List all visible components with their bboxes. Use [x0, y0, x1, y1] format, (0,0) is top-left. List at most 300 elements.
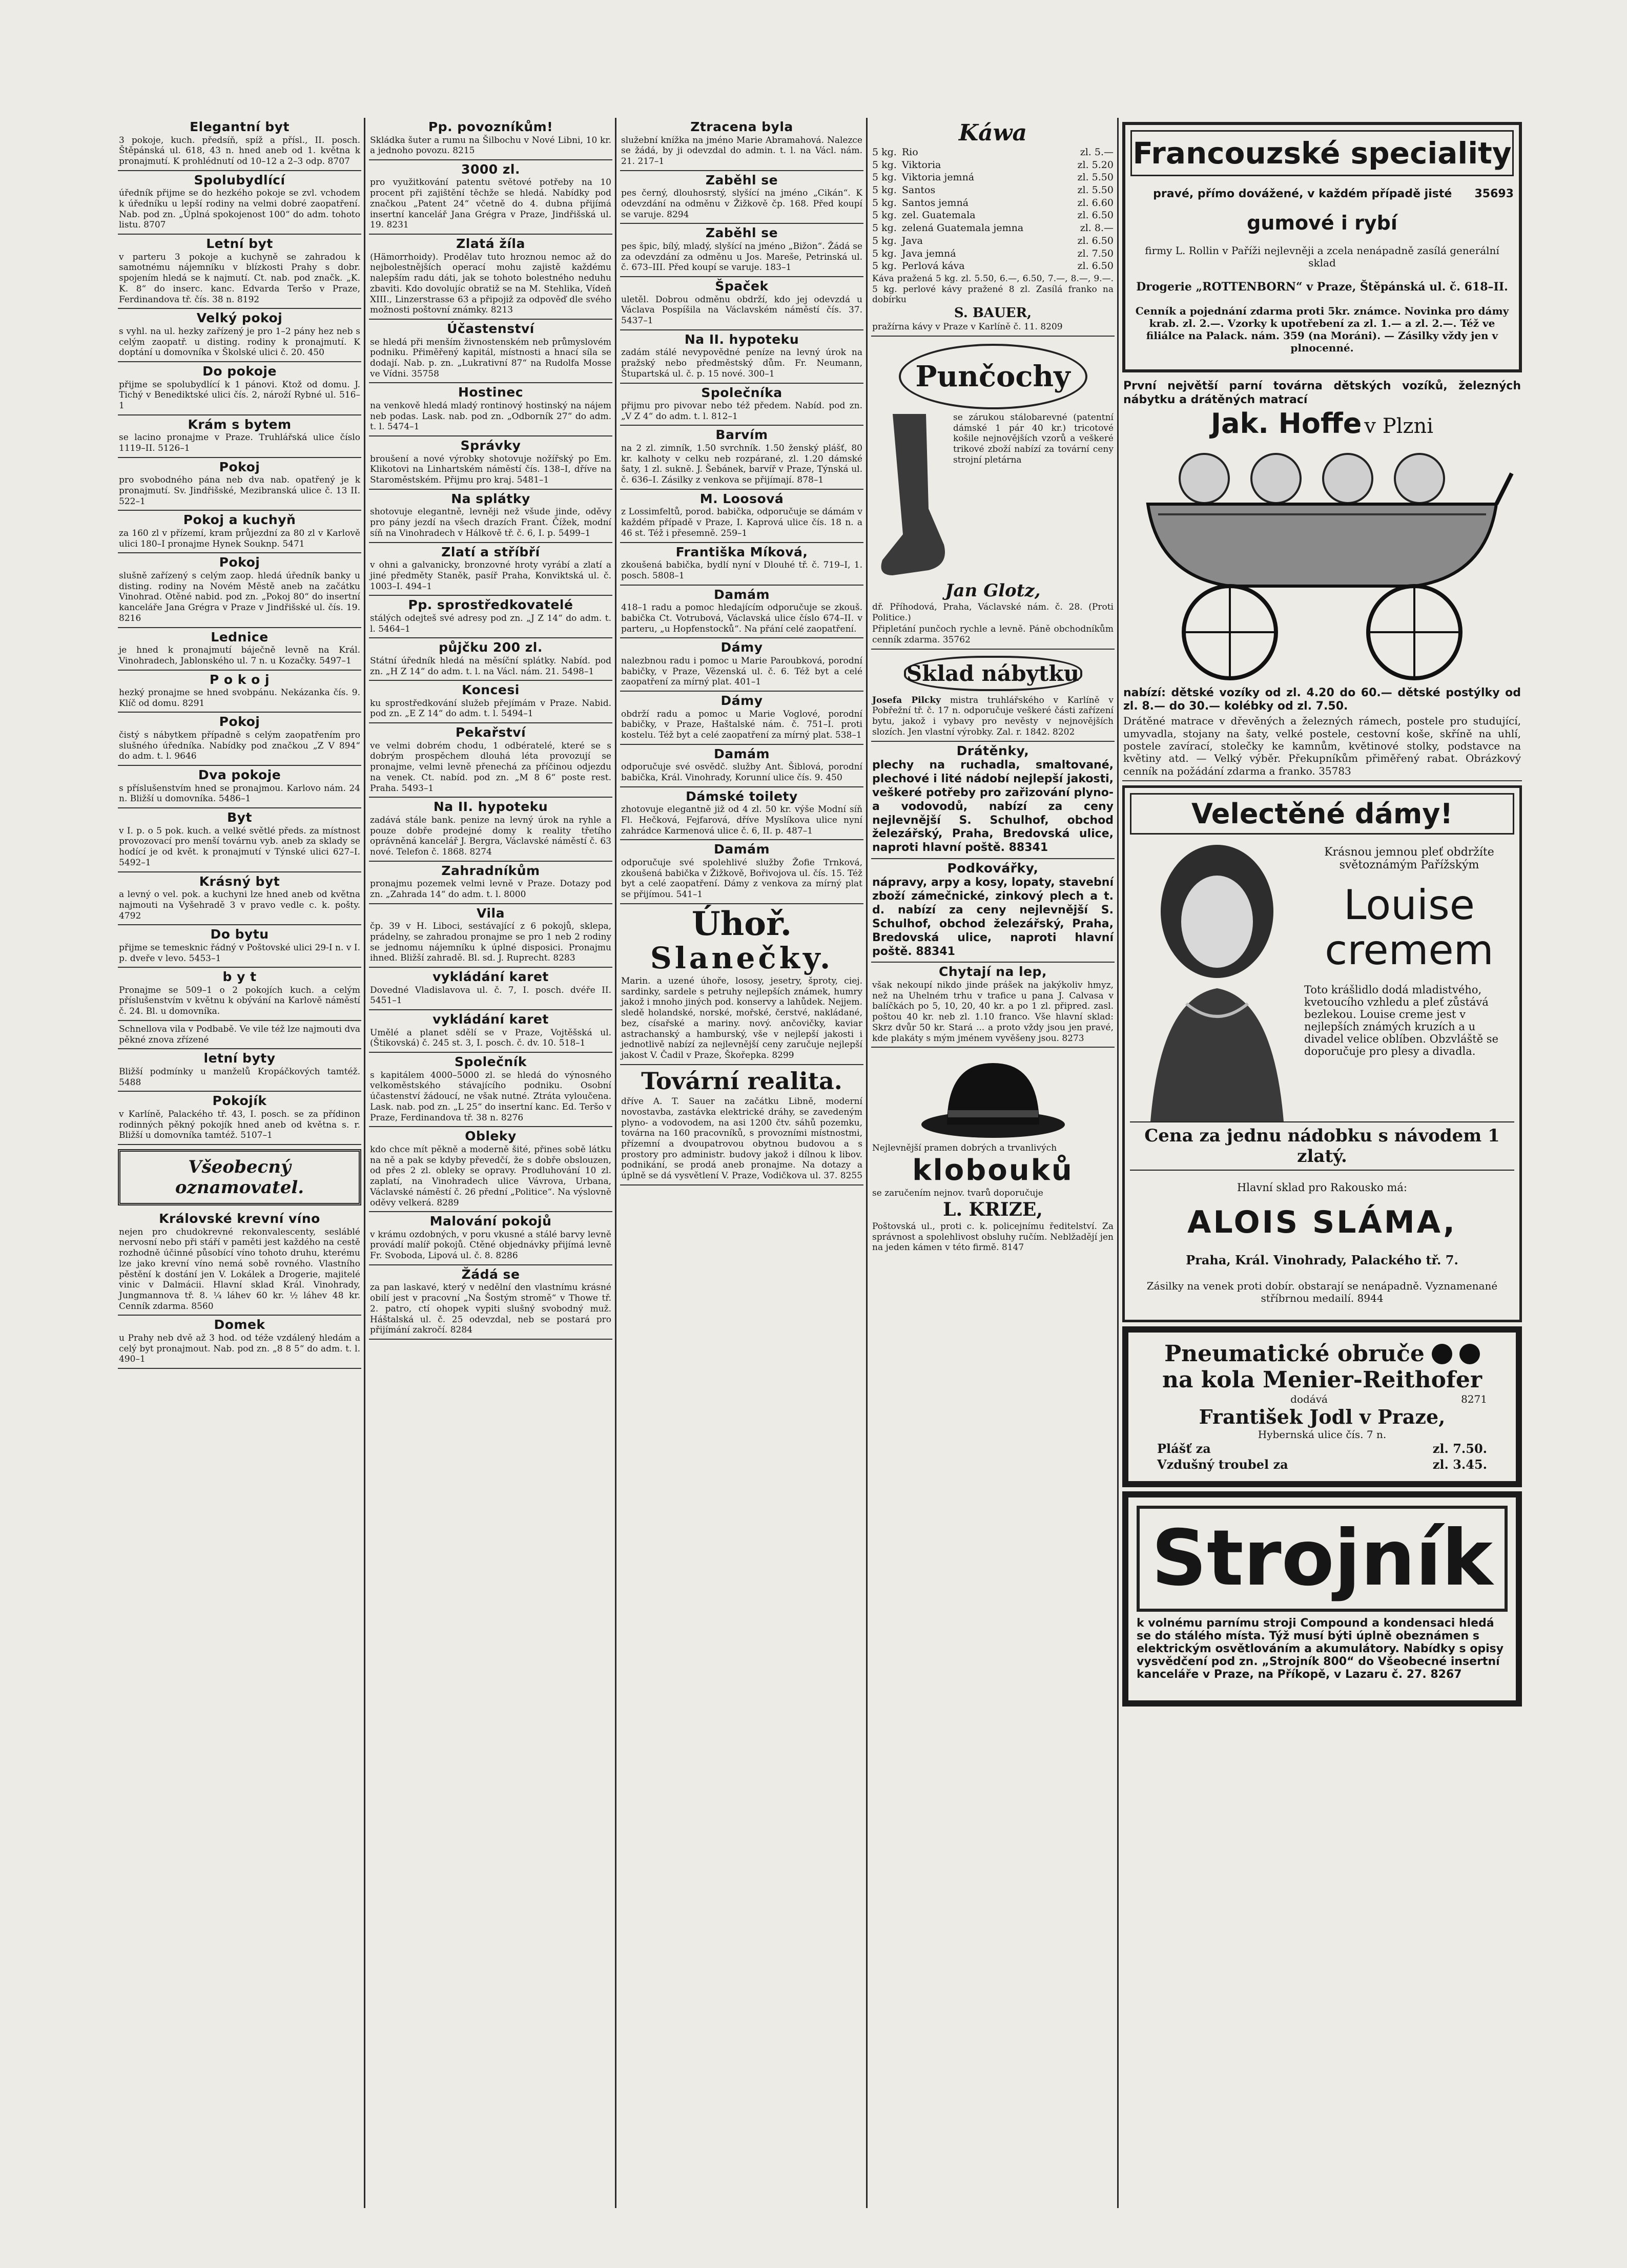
- classified-ad-heading: Spolubydlící: [194, 172, 285, 188]
- classified-ad: [620, 171, 863, 224]
- coffee-text: Káva pražená 5 kg. zl. 5.50, 6.—, 6.50, 7.—, 8.—, 9.—. 5 kg. perlové kávy pražené 8 zl. Zasílá franko na dobírku: [872, 273, 1114, 305]
- classified-ad-heading: Špaček: [715, 279, 769, 294]
- classified-ad-text: (Hämorrhoidy). Prodělav tuto hroznou nemoc až do nejbolestnějších operací mohu zajistě každému nalepším radu dáti, jak se tohoto bolestného neduhu zbaviti. Kdo dovolujíc obratiž se na M. Stehlika, Vídeň XIII., Linzerstrasse 63 a připojiž za odpověď dle svého možnosti poštovní známky. 8213: [370, 252, 611, 316]
- coffee-title: Káwa: [958, 120, 1027, 146]
- general-advertiser-box: [118, 1149, 361, 1205]
- eel-title: Úhoř.: [691, 904, 792, 943]
- classified-ad-text: v Karlíně, Palackého tř. 43, I. posch. se za přídinon rodinných pěkný pokojík hned aneb od května s. r. Bližší u domovníka tamtéž. 5107–1: [119, 1109, 360, 1141]
- classified-ad-text: pronajmu pozemek velmi levně v Praze. Dotazy pod zn. „Zahrada 14“ do adm. t. l. 8000: [370, 879, 611, 900]
- coffee-price-row: [872, 209, 1114, 222]
- classified-ad-text: čistý s nábytkem případně s celým zaopatřením pro slušného úředníka. Nabídky pod značkou „Z V 894“ do adm. t. l. 9646: [119, 730, 360, 762]
- classified-ad-heading: P o k o j: [209, 672, 270, 687]
- stockings-address: dř. Příhodová, Praha, Václavské nám. č. 28. (Proti Politice.): [872, 601, 1114, 623]
- classified-ad: [118, 671, 361, 713]
- column-rule: [364, 118, 365, 2208]
- coffee-price: zl. 5.—: [1080, 147, 1114, 158]
- classified-ad-text: odporučuje své spolehlivé služby Žofie Trnková, zkoušená babička v Žižkově, Bořivojova ul. čís. 15. Též byt a celé zaopatření. Dámy z venkova za mírný plat se přijímou. 541–1: [621, 857, 862, 900]
- classified-ad-text: stálých odejteš své adresy pod zn. „J Z 14“ do adm. t. l. 5464–1: [370, 613, 611, 634]
- machinist-text: k volnému parnímu stroji Compound a kondensaci hledá se do stálého místa. Týž musí býti úplně obeznámen s elektrickým osvětlováním a akumulátory. Nabídky s opisy vysvědčení pod zn. „Strojník 800“ do Všeobecné insertní kanceláře v Praze, na Příkopě, v Lazaru č. 27. 8267: [1137, 1616, 1504, 1681]
- classified-ad-heading: Elegantní byt: [190, 119, 290, 134]
- coffee-variety: Java jemná: [901, 247, 956, 259]
- coffee-price: zl. 5.50: [1077, 172, 1114, 183]
- classified-ad-heading: Damám: [713, 842, 770, 857]
- classified-ad-text: hezký pronajme se hned svobpánu. Nekázanka čís. 9. Klíč od domu. 8291: [119, 688, 360, 709]
- furniture-title: Sklad nábytku: [906, 660, 1080, 686]
- louise-firm: ALOIS SLÁMA,: [1187, 1204, 1457, 1241]
- wire-goods-ad: [871, 742, 1115, 859]
- classified-ad-heading: Pokoj: [219, 459, 260, 474]
- classified-ad-heading: Na II. hypoteku: [433, 799, 548, 815]
- classified-ad-text: u Prahy neb dvě až 3 hod. od téže vzdálený hledám a celý byt pronajmout. Nab. pod zn. „8 8 5“ do adm. t. l. 490–1: [119, 1333, 360, 1365]
- tyre-ad: [1122, 1326, 1522, 1487]
- coffee-price-row: [872, 159, 1114, 172]
- classified-ad-text: obdrží radu a pomoc u Marie Voglové, porodní babičky, v Praze, Haštalské nám. č. 751–I. proti kostelu. Též byt a celé zaopatření za mírný plat. 538–1: [621, 709, 862, 740]
- classified-ad-heading: Krám s bytem: [188, 417, 292, 432]
- classified-ad-heading: Zaběhl se: [705, 172, 778, 188]
- herring-title: Slanečky.: [650, 941, 834, 976]
- classified-ad: [369, 383, 612, 436]
- classified-ad: [620, 745, 863, 787]
- classified-ad: [369, 235, 612, 320]
- stockings-text-2: Připletání punčoch rychle a levně. Páně obchodníkům cenník zdarma. 35762: [872, 624, 1114, 646]
- coffee-variety: zel. Guatemala: [901, 210, 976, 221]
- classified-ad: [620, 840, 863, 904]
- coffee-weight: 5 kg.: [872, 184, 897, 196]
- classified-ad-text: ku sprostředkování služeb přejímám v Praze. Nabid. pod zn. „E Z 14“ do adm. t. l. 5494–1: [370, 698, 611, 719]
- tyre-number: 8271: [1461, 1393, 1487, 1406]
- french-subtitle: gumové i rybí: [1247, 212, 1397, 234]
- box-line-2: oznamovatel.: [175, 1177, 304, 1198]
- classified-ad: [369, 490, 612, 543]
- classified-ad: [369, 1053, 612, 1127]
- coffee-price-row: [872, 260, 1114, 273]
- classified-list: [118, 1210, 361, 1369]
- column-1: [118, 118, 361, 2208]
- classified-ad: [369, 543, 612, 596]
- classified-ad: [118, 628, 361, 671]
- classified-ad: [369, 1010, 612, 1053]
- classified-ad-heading: Společník: [455, 1054, 527, 1070]
- classified-ad: [118, 808, 361, 872]
- classified-ad-heading: Účastenství: [447, 321, 534, 337]
- classified-ad-heading: Malování pokojů: [429, 1214, 552, 1229]
- classified-ad: [620, 118, 863, 171]
- classified-ad: [620, 426, 863, 489]
- coffee-firm: S. BAUER,: [954, 305, 1032, 321]
- classified-ad-text: pes špic, bílý, mladý, slyšící na jméno „Bižon“. Žádá se za odevzdání za odměnu u Jos. Mareše, Petrinská ul. č. 673–III. Před koupí se varuje. 183–1: [621, 241, 862, 273]
- hat-text-2: se zaručením nejnov. tvarů doporučuje: [872, 1188, 1043, 1199]
- classified-ad: [118, 872, 361, 926]
- classified-ad-text: Pronajme se 509–1 o 2 pokojích kuch. a celým příslušenstvím v květnu k obývání na Karlově náměstí č. 24. Bl. u domovníka.: [119, 985, 360, 1017]
- classified-ad-text: nejen pro chudokrevné rekonvalescenty, sesláblé nervosní nebo při stáří v paměti jest každého na cestě rozhodně účinné působící víno tohoto druhu, kterému lze jako krevní víno nemá sobě rovného. Vlastního pěstění k dostání jen V. Lokálek a Drogerie, majitelé vinic v Dalmácii. Hlavní sklad Král. Vinohrady, Jungmannova tř. 8. ¼ láhev 60 kr. ½ láhev 48 kr. Cenník zdarma. 8560: [119, 1226, 360, 1312]
- classified-ad: [369, 160, 612, 235]
- coffee-price-row: [872, 184, 1114, 197]
- coffee-price: zl. 5.20: [1077, 159, 1114, 171]
- classified-ad-text: shotovuje elegantně, levněji než všude jinde, oděvy pro pány jezdí na všech drazích Frant. Čížek, modní síň na Vinohradech v Hálkově tř. č. 6, I. p. 5499–1: [370, 507, 611, 538]
- french-number: 35693: [1474, 188, 1514, 200]
- furniture-firm: Josefa Pilcky: [872, 695, 941, 705]
- classified-ad-heading: Krásný byt: [199, 873, 280, 889]
- coffee-weight: 5 kg.: [872, 222, 897, 234]
- classified-ad: [369, 1265, 612, 1340]
- classified-ad: [369, 1212, 612, 1265]
- classified-ad: [620, 330, 863, 384]
- classified-ad-text: přijme se temesknic řádný v Poštovské ulici 29-I n. v I. p. dveře v levo. 5453–1: [119, 942, 360, 964]
- classified-ad-text: zadává stále bank. penize na levný úrok na ryhle a pouze dobře prodejné domy k reality třetího oprávněná kancelář J. Bergra, Václavské náměstí č. 63 nové. Telefon č. 1868. 8274: [370, 815, 611, 858]
- pram-ad: [1122, 377, 1522, 781]
- louise-heading: Velectěné dámy!: [1130, 793, 1514, 835]
- classified-ad-heading: Pokoj: [219, 714, 260, 730]
- classified-ad-heading: Byt: [227, 810, 252, 825]
- classified-ad-text: je hned k pronajmutí báječně levně na Král. Vinohradech, Jablonského ul. 7 n. u Kozačky. 5497–1: [119, 645, 360, 666]
- classified-ad-text: Státní úředník hledá na měsíční splátky. Nabíd. pod zn. „H Z 14“ do adm. t. l. na Václ. nám. 21. 5498–1: [370, 655, 611, 677]
- classified-list: [620, 118, 863, 904]
- stockings-ad: [871, 337, 1115, 650]
- classified-ad: [118, 362, 361, 415]
- classified-list: [118, 118, 361, 1145]
- horseshoe-text: nápravy, arpy a kosy, lopaty, stavební zboží zámečnické, zinkový plech a t. d. nabízí za ceny nejlevnější S. Schulhof, obchod železářský, Praha, Bredovská ulice, naproti hlavní poště. 88341: [872, 876, 1114, 958]
- classified-ad: [118, 171, 361, 235]
- classified-ad: [369, 723, 612, 798]
- classified-ad: [118, 1021, 361, 1049]
- coffee-weight: 5 kg.: [872, 210, 897, 221]
- box-line-1: Všeobecný: [188, 1157, 291, 1178]
- classified-ad-heading: Hostinec: [458, 385, 524, 400]
- classified-ad-text: s kapitálem 4000–5000 zl. se hledá do výnosného velkoměstského stávajícího podniku. Osobní účastenství žádoucí, ne však nutné. Ztráta vyloučena. Lask. nab. pod zn. „L 25“ do insertní kanc. Ed. Teršo v Praze, Ferdinandova tř. 38 n. 8276: [370, 1070, 611, 1123]
- classified-ad-text: Umělé a planet sdělí se v Praze, Vojtěšská ul. (Štikovská) č. 245 st. 3, I. posch. č. dv. 10. 518–1: [370, 1027, 611, 1049]
- french-text-4: Cenník a pojednání zdarma proti 5kr. známce. Novinka pro dámy krab. zl. 2.—. Vzorky k upotřebení za zl. 1.— a zl. 2.—. Též ve filiálce na Palack. nám. 359 (na Moráni). — Zásilky vždy jen v plnocenné.: [1135, 305, 1509, 354]
- classified-ad-heading: Barvím: [715, 427, 768, 443]
- classified-list: [369, 118, 612, 1340]
- coffee-weight: 5 kg.: [872, 260, 897, 272]
- pram-firm: Jak. Hoffe: [1210, 407, 1362, 440]
- machinist-ad: [1122, 1491, 1522, 1707]
- louise-price: Cena za jednu nádobku s návodem 1 zlatý.: [1130, 1121, 1514, 1171]
- realty-title: Tovární realita.: [641, 1067, 842, 1095]
- stockings-oval: [899, 344, 1087, 409]
- classified-ad-heading: Královské krevní víno: [159, 1211, 320, 1226]
- tyre-price-1: zl. 7.50.: [1432, 1441, 1487, 1456]
- tyre-price-label-1: Plášť za: [1157, 1441, 1211, 1456]
- insect-powder-ad: [871, 963, 1115, 1048]
- tyre-title-2: na kola Menier-Reithofer: [1162, 1367, 1482, 1393]
- classified-ad-text: z Lossimfeltů, porod. babička, odporučuje se dámám v každém případě v Praze, I. Kaprová ulice čís. 18 n. a 46 st. Též i přesemně. 259–1: [621, 507, 862, 538]
- louise-text: Krásnou jemnou pleť obdržíte světoznámým Pařížským: [1324, 846, 1494, 872]
- coffee-price: zl. 6.50: [1077, 210, 1114, 221]
- classified-ad-heading: Na splátky: [451, 491, 530, 506]
- classified-ad: [118, 309, 361, 362]
- classified-ad-heading: Damám: [713, 587, 770, 602]
- classified-ad-text: úředník přijme se do hezkého pokoje se zvl. vchodem k úředníku u lepší rodiny na velmi dobré zaopatření. Nab. pod zn. „Úplná spokojenost 100“ do adm. tohoto listu. 8707: [119, 188, 360, 231]
- coffee-variety: zelená Guatemala jemna: [901, 222, 1024, 234]
- classified-ad: [369, 862, 612, 904]
- classified-ad-heading: Dámy: [720, 693, 763, 708]
- column-3: [620, 118, 863, 2208]
- classified-ad-heading: Zlatí a stříbří: [441, 544, 540, 559]
- hat-text-3: Poštovská ul., proti c. k. policejnímu ředitelství. Za správnost a spolehlivost obsluhy ručím. Neblžadějí jen na jeden kámen v této firmě. 8147: [872, 1221, 1114, 1253]
- classified-ad: [369, 1127, 612, 1212]
- pram-text-2: nabízí: dětské vozíky od zl. 4.20 do 60.— dětské postýlky od zl. 8.— do 30.— kolébky od zl. 7.50.: [1123, 686, 1521, 713]
- classified-ad: [118, 415, 361, 458]
- classified-ad: [369, 968, 612, 1010]
- classified-ad-heading: Zaběhl se: [705, 225, 778, 241]
- classified-ad-text: Dovedné Vladislavova ul. č. 7, I. posch. dvéře II. 5451–1: [370, 985, 611, 1006]
- classified-ad-text: na 2 zl. zimník, 1.50 svrchník. 1.50 ženský plášť, 80 kr. kalhoty v celku neb rozpárané, zl. 1.20 dámské šaty, 1 zl. sukně. J. Šebánek, barvíř v Praze, Týnská ul. č. 636–I. Zásilky z venkova se přijímají. 878–1: [621, 443, 862, 486]
- column-4: [871, 118, 1115, 2208]
- classified-ad-text: ve velmi dobrém chodu, 1 odbératelé, které se s dobrým prospěchem dlouhá léta provozují se pronajme, velmi levně přenechá za příčinou odjezdu na venek. Ct. nabíd. pod zn. „M 8 6“ poste rest. Praha. 5493–1: [370, 740, 611, 794]
- louise-creme-ad: [1122, 785, 1522, 1322]
- coffee-variety: Rio: [901, 147, 918, 158]
- classified-ad: [118, 713, 361, 766]
- coffee-price: zl. 6.60: [1077, 197, 1114, 209]
- classified-ad-heading: Lednice: [211, 629, 269, 644]
- coffee-weight: 5 kg.: [872, 197, 897, 209]
- classified-ad-text: a levný o vel. pok. a kuchyni lze hned aneb od května najmouti na Vyšehradě 3 v pravo vedle c. k. pošty. 4792: [119, 889, 360, 921]
- tyre-firm: František Jodl v Praze,: [1199, 1405, 1446, 1429]
- classified-ad-heading: Žádá se: [461, 1266, 520, 1282]
- classified-ad-heading: Do bytu: [210, 927, 269, 942]
- coffee-price-row: [872, 222, 1114, 235]
- classified-ad-text: pro využitkování patentu světové potřeby na 10 procent při zajištění těchže se hledá. Nabídky pod značkou „Patent 24“ včetně do 4. dubna přijímá insertní kancelář Jana Grégra v Praze, Jindřišská ul. 19. 8231: [370, 177, 611, 231]
- classified-ad: [620, 692, 863, 745]
- louise-text-2: Toto krášlidlo dodá mladistvého, kvetoucího vzhledu a pleť zůstává bezlekou. Louise creme jest v nejlepších známých kruzích a u divadel velice oblíben. Obzvláště se doporučuje pro plesy a divadla.: [1304, 984, 1499, 1058]
- louise-address: Praha, Král. Vinohrady, Palackého tř. 7.: [1186, 1253, 1458, 1268]
- classified-ad-heading: Letní byt: [206, 236, 273, 252]
- eel-text: Marin. a uzené úhoře, lososy, jesetry, šproty, ciej. sardinky, sardele s petruhy nejlepších známek, humry jakož i mnoho jiných pod. konservy a lahůdek. Nejjem. sledě holandské, norské, mořské, čerstvé, nakládané, bez, císařské a mariny. nový. ančovičky, kaviar astrachanský a hamburský, vše v nejlepší jakosti i jednotlivě nabízí za nejlevnější ceny zaručuje nejlepší jakost V. Čadil v Praze, Škořepka. 8299: [621, 976, 862, 1061]
- classified-ad-heading: Pokoj a kuchyň: [183, 512, 296, 528]
- classified-ad-heading: vykládání karet: [433, 1012, 549, 1027]
- classified-ad-heading: Koncesi: [462, 682, 520, 698]
- classified-ad: [620, 638, 863, 692]
- classified-ad: [118, 766, 361, 808]
- tyre-icon: [1459, 1344, 1480, 1364]
- coffee-price: zl. 5.50: [1077, 184, 1114, 196]
- classified-ad-heading: půjčku 200 zl.: [439, 640, 543, 655]
- classified-ad-text: zadám stálé nevypovědné peníze na levný úrok na pražský nebo předměstský dům. Fr. Neumann, Štupartská ul. č. p. 15 nové. 300–1: [621, 347, 862, 379]
- coffee-variety: Java: [901, 235, 923, 246]
- louise-big-1: Louise: [1344, 881, 1475, 929]
- coffee-price: zl. 6.50: [1077, 235, 1114, 246]
- classified-ad-heading: Pokojík: [212, 1093, 267, 1109]
- classified-ad: [620, 543, 863, 586]
- pram-text-1: První největší parní továrna dětských vozíků, železných nábytku a drátěných matrací: [1123, 380, 1521, 406]
- classified-ad-text: 418–1 radu a pomoc hledajícím odporučuje se zkouš. babička Ct. Votrubová, Václavská ulice číslo 674–II. v parteru, „u Hopfenstocků“. Na přání celé zaopatření.: [621, 602, 862, 634]
- bowler-hat-icon: [916, 1053, 1070, 1140]
- classified-ad: [118, 511, 361, 553]
- coffee-weight: 5 kg.: [872, 247, 897, 259]
- classified-ad-heading: Společníka: [701, 385, 782, 400]
- classified-ad: [620, 384, 863, 426]
- classified-ad-heading: Pp. sprostředkovatelé: [408, 597, 573, 613]
- louise-text-4: Zásilky na venek proti dobír. obstarají se nenápadně. Vyznamenané stříbrnou medailí. 8944: [1146, 1280, 1498, 1305]
- horseshoe-title: Podkovářky,: [947, 860, 1039, 876]
- classified-ad-heading: Do pokoje: [202, 364, 277, 379]
- woman-portrait: [1130, 835, 1299, 1121]
- louise-text-3: Hlavní sklad pro Rakousko má:: [1237, 1181, 1408, 1194]
- classified-ad-heading: M. Loosová: [699, 491, 784, 506]
- classified-ad-text: 3 pokoje, kuch. předsíň, spíž a přísl., II. posch. Štěpánská ul. 618, 43 n. hned aneb od 1. května k pronajmutí. K prohlédnutí od 10–12 a 2–3 odp. 8707: [119, 135, 360, 167]
- coffee-price-row: [872, 197, 1114, 210]
- coffee-price-row: [872, 235, 1114, 247]
- classified-ad-heading: Zlatá žíla: [456, 236, 525, 252]
- pram-illustration: [1127, 443, 1517, 683]
- classified-ad: [118, 1316, 361, 1369]
- classified-ad: [118, 235, 361, 309]
- classified-ad-text: na venkově hledá mladý rontinový hostinský na nájem neb podas. Lask. nab. pod zn. „Odborník 27“ do adm. t. l. 5474–1: [370, 400, 611, 432]
- coffee-price-table: [872, 146, 1114, 273]
- classified-ad-heading: Domek: [214, 1317, 265, 1333]
- classified-ad-text: přijme se spolubydlící k 1 pánovi. Ktož od domu. J. Tichý v Benediktské ulici čís. 2, nároží Rybné ul. 516–1: [119, 379, 360, 411]
- classified-ad-heading: Zahradníkům: [441, 863, 540, 878]
- classified-ad: [369, 320, 612, 383]
- column-rule: [1117, 118, 1119, 2208]
- tyre-address: Hybernská ulice čís. 7 n.: [1258, 1428, 1387, 1441]
- classified-ad-heading: Pokoj: [219, 555, 260, 570]
- classified-ad-text: broušení a nové výrobky shotovuje nožířský po Em. Klikotovi na Linhartském náměstí čís. 138–I, dříve na Staroměstském. Přijmu pro kraj. 5481–1: [370, 453, 611, 486]
- classified-ad: [118, 553, 361, 628]
- classified-ad-text: slušně zařízený s celým zaop. hledá úředník banky u disting. rodiny na Novém Městě aneb na začátku Vinohrad. Otěné nabid. pod zn. „Pokoj 80“ do insertní kanceláře Jana Grégra v Praze v Jindřišské ul. čís. 19. 8216: [119, 570, 360, 623]
- french-text-2: firmy L. Rollin v Paříži nejlevněji a zcela nenápadně zasílá generální sklad: [1145, 244, 1499, 269]
- classified-ad: [369, 118, 612, 160]
- furniture-oval: [904, 656, 1082, 691]
- classified-ad-heading: Správky: [460, 438, 521, 453]
- classified-ad-text: s vyhl. na ul. hezky zařízený je pro 1–2 pány hez neb s celým zaopatř. u disting. rodiny k pronajmutí. K doptání u domovníka v Školské ulici č. 20. 450: [119, 326, 360, 358]
- coffee-ad: [871, 118, 1115, 337]
- classified-ad-text: za pan laskavé, který v nedělní den vlastnímu krásné obilí jest v pracovní „Na Šostým stromě“ v Thowe tř. 2. patro, ctí ohopek vypiti slušný svobodný muž. Háštalská ul. č. 25 odevzdal, neb se postará pro přijímání zakročí. 8284: [370, 1282, 611, 1336]
- pram-text-3: Drátěné matrace v dřevěných a železných rámech, postele pro studující, umyvadla, stojany na šaty, velké postele, cestovní koše, skříně na uhlí, postele zavírací, stolečky ke kamnům, květinové stolky, podstavce na květiny atd. — Velký výběr. Překupníkům přiměřený rabat. Obrázkový cenník na požádání zdarma a franko. 35783: [1123, 715, 1521, 777]
- eel-ad: [620, 904, 863, 1065]
- factory-realty-ad: [620, 1065, 863, 1185]
- classified-ad-text: se lacino pronajme v Praze. Truhlářská ulice číslo 1119–II. 5126–1: [119, 432, 360, 453]
- classified-ad-text: nalezbnou radu i pomoc u Marie Paroubková, porodní babičky, v Praze, Vězenská ul. č. 6. Též byt a celé zaopatření za mírný plat. 401–1: [621, 655, 862, 688]
- coffee-weight: 5 kg.: [872, 159, 897, 171]
- classified-ad-text: služební knížka na jméno Marie Abramahová. Nalezce se žádá, by ji odevzdal do admin. t. l. na Václ. nám. 21. 217–1: [621, 135, 862, 167]
- classified-ad-heading: Dámy: [720, 640, 763, 655]
- tyre-price-label-2: Vzdušný troubel za: [1157, 1457, 1288, 1472]
- classified-ad: [369, 798, 612, 861]
- tyre-icon: [1432, 1344, 1452, 1364]
- classified-ad-heading: Damám: [713, 746, 770, 761]
- classified-ad-text: uletěl. Dobrou odměnu obdrží, kdo jej odevzdá u Václava Pospíšila na Václavském náměstí čís. 37. 5437–1: [621, 294, 862, 326]
- realty-text: dříve A. T. Sauer na začátku Libně, moderní novostavba, zastávka elektrické dráhy, se zavedeným plyno- a vodovodem, na asi 1200 čtv. sáhů pozemku, továrna na 160 pracovníků, s provozními místnostmi, přízemní a dvoupatrovou obytnou budovou a s prostory pro administr. budovy jakož i dílnou k libov. podnikání, se prodá aneb pronajme. Na dotazy a úplně se dá vysvětlení V. Praze, Vodičkova ul. 37. 8255: [621, 1096, 863, 1181]
- column-5: [1122, 118, 1522, 2208]
- classified-ad: [620, 586, 863, 639]
- classified-ad: [369, 638, 612, 681]
- classified-ad: [118, 925, 361, 968]
- coffee-price-row: [872, 247, 1114, 260]
- classified-ad-text: pes černý, dlouhosrstý, slyšící na jméno „Cikán“. K odevzdání na odměnu v Žižkově čp. 168. Před koupí se varuje. 8294: [621, 188, 862, 220]
- classified-ad-heading: Velký pokoj: [196, 310, 283, 326]
- classified-ad: [118, 118, 361, 171]
- classified-ad-text: za 160 zl v přízemí, kram průjezdní za 80 zl v Karlově ulici 180–I pronajme Hynek Souknp. 5471: [119, 528, 360, 549]
- coffee-price: zl. 7.50: [1077, 247, 1114, 259]
- classified-ad-text: čp. 39 v H. Liboci, sestávající z 6 pokojů, sklepa, prádelny, se zahradou pronajme se pro 1 neb 2 rodiny se jednomu nájemníku k úplné disposici. Pronajmu ihned. Bližší zahradě. Bl. sd. J. Ruprecht. 8283: [370, 921, 611, 964]
- classified-ad-text: Skládka šuter a rumu na Šilbochu v Nové Libni, 10 kr. a jednoho povozu. 8215: [370, 135, 611, 156]
- classified-ad-heading: 3000 zl.: [461, 161, 520, 177]
- classified-ad-text: v krámu ozdobných, v poru vkusné a stálé barvy levně provádí malíř pokojů. Ctěné objednávky přijímá levně Fr. Svoboda, Lipová ul. č. 8. 8286: [370, 1229, 611, 1261]
- coffee-weight: 5 kg.: [872, 147, 897, 158]
- french-text-3: Drogerie „ROTTENBORN“ v Praze, Štěpánská ul. č. 618–II.: [1136, 280, 1508, 294]
- hat-text-1: Nejlevnější pramen dobrých a trvanlivých: [872, 1143, 1057, 1154]
- french-text: pravé, přímo dovážené, v každém případě jisté: [1153, 188, 1452, 200]
- classified-ad-heading: Obleky: [465, 1129, 517, 1144]
- coffee-weight: 5 kg.: [872, 172, 897, 183]
- classified-ad-text: zhotovuje elegantně již od 4 zl. 50 kr. výše Modní síň Fl. Hečková, Fejfarová, dříve Myslíkova ulice nyní zahrádce Karmenová ulice č. 6, II. p. 487–1: [621, 804, 862, 836]
- coffee-variety: Viktoria: [901, 159, 941, 171]
- coffee-variety: Perlová káva: [901, 260, 965, 272]
- classified-ad-heading: letní byty: [203, 1051, 276, 1066]
- classified-ad-heading: Ztracena byla: [690, 119, 793, 134]
- column-2: [369, 118, 612, 2208]
- coffee-variety: Santos jemná: [901, 197, 969, 209]
- classified-ad-heading: Vila: [477, 905, 505, 921]
- insect-title: Chytají na lep,: [939, 964, 1047, 980]
- french-title: Francouzské speciality: [1130, 130, 1514, 176]
- stockings-text: se zárukou stálobarevné (patentní dámské 1 pár 40 kr.) tricotové košile nejnovějších vzorů a veškeré trikové zboží nabízí za tovární ceny strojní pletárna: [953, 412, 1114, 465]
- wire-title: Drátěnky,: [956, 743, 1029, 758]
- coffee-variety: Santos: [901, 184, 936, 196]
- classified-ad-heading: Dámské toilety: [686, 788, 798, 804]
- stocking-icon: [872, 411, 949, 580]
- horseshoe-ad: [871, 859, 1115, 963]
- classified-ad-heading: Pekařství: [455, 725, 526, 740]
- classified-ad-text: Schnellova vila v Podbabě. Ve vile též lze najmouti dva pěkné znova zřízené: [119, 1024, 360, 1045]
- wire-text: plechy na ruchadla, smaltované, plechové i lité nádobí nejlepší jakosti, veškeré potřeby pro zařizování plyno- a vodovodů, nabízí za ceny nejlevnější S. Schulhof, obchod železářský, Praha, Bredovská ulice, naproti hlavní poště. 88341: [872, 759, 1114, 855]
- machinist-title: Strojník: [1137, 1506, 1508, 1612]
- classified-ad-text: v ohni a galvanicky, bronzovné hroty vyrábí a zlatí a jiné předměty Staněk, pasíř Praha, Konviktská ul. č. 1003–I. 494–1: [370, 560, 611, 592]
- louise-big-2: cremem: [1325, 926, 1494, 974]
- stockings-firm: Jan Glotz,: [945, 580, 1041, 601]
- classified-ad: [118, 968, 361, 1021]
- classified-ad: [620, 490, 863, 543]
- classified-ad-text: v parteru 3 pokoje a kuchyně se zahradou k samotnému nájemníku v blízkosti Prahy s dobr. spojením hledá se k najmutí. Ct. nab. pod značk. „K. K. 8“ do inserc. kanc. Edvarda Teršo v Praze, Ferdinandova tř. čís. 38 n. 8192: [119, 252, 360, 305]
- stockings-title: Punčochy: [915, 359, 1070, 393]
- classified-ad-heading: Františka Míková,: [675, 544, 808, 559]
- classified-ad: [118, 1049, 361, 1092]
- classified-ad: [369, 904, 612, 968]
- classified-ad-heading: b y t: [222, 969, 257, 985]
- classified-ad-text: v I. p. o 5 pok. kuch. a velké světlé předs. za místnost provozovací pro menší továrnu vyb. aneb za sklady se hodící je od květ. k pronajmutí v Týnské ulici 627–I. 5492–1: [119, 825, 360, 868]
- classified-ad-text: přijmu pro pivovar nebo též předem. Nabíd. pod zn. „V Z 4“ do adm. t. l. 812–1: [621, 401, 862, 422]
- column-rule: [866, 118, 868, 2208]
- classified-ad-text: s příslušenstvím hned se pronajmou. Karlovo nám. 24 n. Bližší u domovníka. 5486–1: [119, 783, 360, 804]
- pram-city: v Plzni: [1364, 414, 1434, 438]
- hat-ad: [871, 1048, 1115, 1256]
- coffee-price-row: [872, 171, 1114, 184]
- classified-ad-text: pro svobodného pána neb dva nab. opatřený je k pronajmutí. Sv. Jindřišské, Mezibranská ulice č. 13 II. 522–1: [119, 475, 360, 507]
- hat-firm: L. KRIZE,: [943, 1198, 1043, 1220]
- classified-ad-heading: Dva pokoje: [198, 767, 281, 783]
- tyre-title-1: Pneumatické obruče: [1164, 1341, 1425, 1367]
- furniture-ad: [871, 650, 1115, 742]
- classified-ad-text: zkoušená babička, bydlí nyní v Dlouhé tř. č. 719–I, 1. posch. 5808–1: [621, 560, 862, 581]
- classified-ad-text: se hledá při menším živnostenském neb průmyslovém podniku. Přiměřený kapitál, místnosti a hnací síla se dodají. Nab. p. zn. „Lukrativní 87“ na Rudolfa Mosse ve Vídni. 35758: [370, 337, 611, 379]
- classified-ad: [620, 224, 863, 277]
- classified-ad-text: Bližší podmínky u manželů Kropáčkových tamtéž. 5488: [119, 1066, 360, 1088]
- insect-text: však nekoupí nikdo jinde prášek na jakýkoliv hmyz, než na Uhelném trhu v trafice u pana J. Calvasa v balíčkách po 5, 10, 20, 40 kr. a po 1 zl. připred. zasl. poštou 40 kr. neb zl. 1.10 franco. Vše hlavní sklad: Skrz dvůr 50 kr. Stará ... a proto vždy jsou jen pravé, kde plakáty s mým jménem vyvěšeny jsou. 8273: [872, 980, 1114, 1044]
- coffee-price: zl. 6.50: [1077, 260, 1114, 272]
- classified-ad: [369, 681, 612, 723]
- classified-ad-heading: Na II. hypoteku: [684, 331, 799, 347]
- tyre-price-2: zl. 3.45.: [1432, 1457, 1487, 1472]
- classified-ad-heading: vykládání karet: [433, 969, 549, 985]
- furniture-text: mistra truhlářského v Karlíně v Pobřežní tř. č. 17 n. odporučuje veškeré části zařízení bytu, jakož i vybavy pro nevěsty v nejnovějších slozích. Jen vlastní výrobky. Zal. r. 1842. 8202: [872, 695, 1114, 737]
- classified-ad: [118, 1092, 361, 1145]
- page-body: [118, 118, 1522, 2208]
- classified-ad: [620, 787, 863, 841]
- classified-ad: [620, 277, 863, 330]
- classified-ad: [118, 1210, 361, 1316]
